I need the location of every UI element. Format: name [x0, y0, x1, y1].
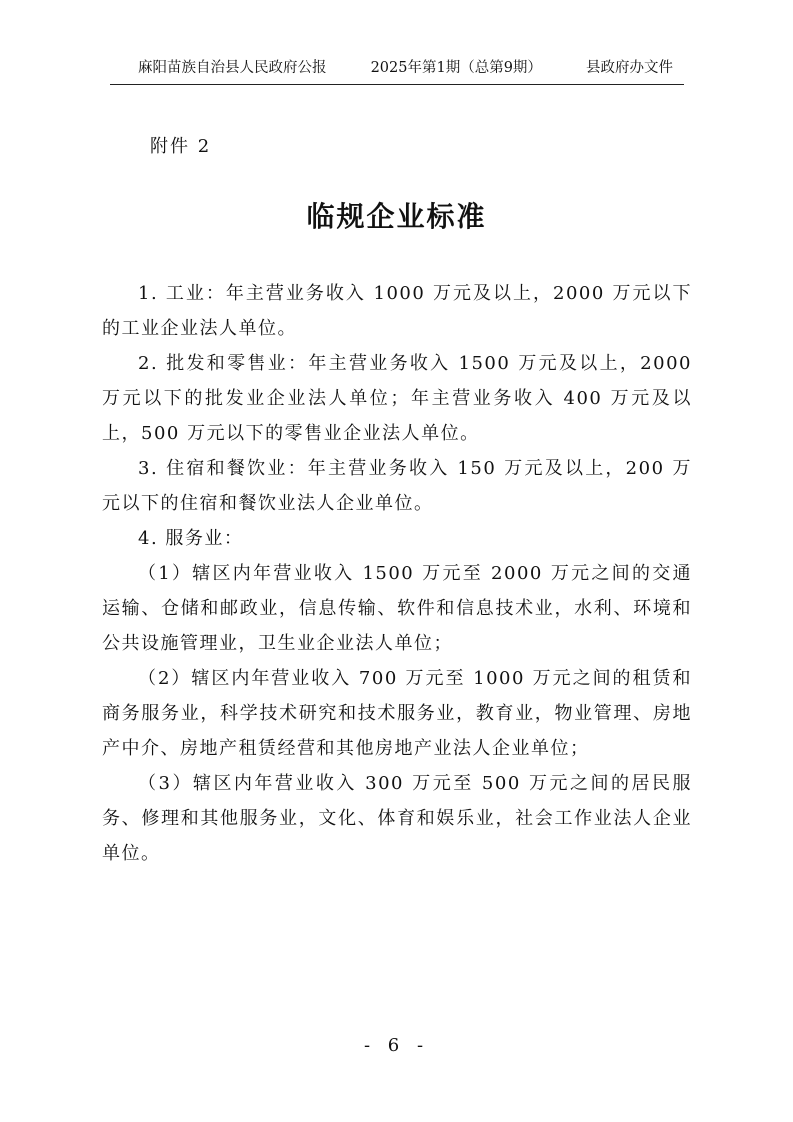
header-publication: 麻阳苗族自治县人民政府公报 — [138, 60, 327, 76]
paragraph-services-item-3: （3）辖区内年营业收入 300 万元至 500 万元之间的居民服务、修理和其他服务业，文化、体育和娱乐业，社会工作业法人企业单位。 — [102, 773, 692, 864]
page-header — [138, 56, 673, 76]
header-divider — [110, 84, 684, 85]
header-category: 县政府办文件 — [585, 60, 673, 76]
document-body — [102, 276, 692, 871]
document-title: 临规企业标准 — [306, 200, 487, 233]
page-number: - 6 - — [363, 1035, 430, 1056]
paragraph-services-item-1: （1）辖区内年营业收入 1500 万元至 2000 万元之间的交通运输、仓储和邮政业，信息传输、软件和信息技术业，水利、环境和公共设施管理业，卫生业企业法人单位； — [102, 563, 692, 654]
attachment-label: 附件 2 — [150, 136, 212, 157]
paragraph-wholesale-retail: 2. 批发和零售业：年主营业务收入 1500 万元及以上，2000 万元以下的批发业企业法人单位；年主营业务收入 400 万元及以上，500 万元以下的零售业企业法人单位。 — [102, 353, 692, 444]
paragraph-accommodation-catering: 3. 住宿和餐饮业：年主营业务收入 150 万元及以上，200 万元以下的住宿和餐饮业法人企业单位。 — [102, 458, 692, 514]
header-issue: 2025年第1期（总第9期） — [370, 60, 542, 76]
paragraph-services-item-2: （2）辖区内年营业收入 700 万元至 1000 万元之间的租赁和商务服务业，科学技术研究和技术服务业，教育业，物业管理、房地产中介、房地产租赁经营和其他房地产业法人企业单位； — [102, 668, 692, 759]
paragraph-services-heading: 4. 服务业： — [138, 528, 244, 549]
paragraph-industry: 1. 工业：年主营业务收入 1000 万元及以上，2000 万元以下的工业企业法人单位。 — [102, 283, 692, 339]
